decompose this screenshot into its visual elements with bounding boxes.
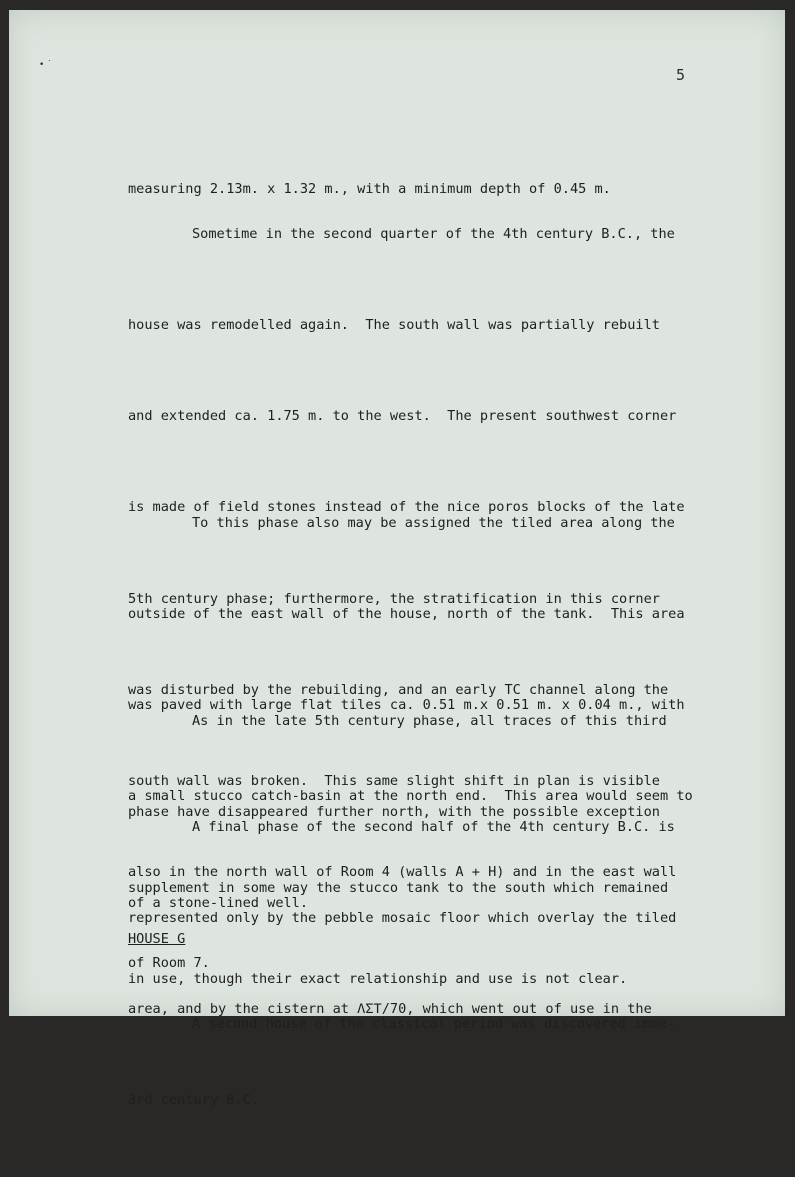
text-line: represented only by the pebble mosaic floor which overlay the tiled <box>128 910 677 927</box>
text-line: Sometime in the second quarter of the 4th century B.C., the <box>192 225 675 242</box>
text-line: A final phase of the second half of the 4th century B.C. is <box>192 818 675 835</box>
text-line: outside of the east wall of the house, north of the tank. This area <box>128 606 685 623</box>
text-line: area, and by the cistern at ΛΣΤ/70, which went out of use in the <box>128 1001 652 1018</box>
text-line: house was remodelled again. The south wall was partially rebuilt <box>128 317 660 334</box>
text-line: of Room 7. <box>128 955 210 972</box>
text-line: As in the late 5th century phase, all traces of this third <box>192 712 667 729</box>
text-line: is made of field stones instead of the nice poros blocks of the late <box>128 499 685 516</box>
text-line: measuring 2.13m. x 1.32 m., with a minimum depth of 0.45 m. <box>128 180 611 197</box>
text-line: was paved with large flat tiles ca. 0.51 m.x 0.51 m. x 0.04 m., with <box>128 697 685 714</box>
text-line: also in the north wall of Room 4 (walls A + H) and in the east wall <box>128 864 677 881</box>
text-line: was disturbed by the rebuilding, and an early TC channel along the <box>128 681 669 698</box>
text-line: in use, though their exact relationship and use is not clear. <box>128 970 628 987</box>
text-line: 5th century phase; furthermore, the stratification in this corner <box>128 590 660 607</box>
text-line: A second house of the classical period was discovered imme- <box>192 1015 675 1032</box>
text-line: To this phase also may be assigned the tiled area along the <box>192 514 675 531</box>
text-line: a small stucco catch-basin at the north end. This area would seem to <box>128 788 693 805</box>
text-line: of a stone-lined well. <box>128 895 309 912</box>
page-specks: • ˙ <box>39 60 52 70</box>
typed-page <box>9 10 785 1109</box>
text-line: and extended ca. 1.75 m. to the west. The present southwest corner <box>128 408 677 425</box>
text-line: phase have disappeared further north, with the possible exception <box>128 804 660 821</box>
section-heading: HOUSE G <box>128 931 186 947</box>
page-number: 5 <box>676 66 686 84</box>
paragraph-5 <box>128 948 768 1100</box>
text-line: 3rd century B.C. <box>128 1092 259 1109</box>
text-line: south wall was broken. This same slight shift in plan is visible <box>128 773 660 790</box>
text-line: supplement in some way the stucco tank to the south which remained <box>128 879 669 896</box>
